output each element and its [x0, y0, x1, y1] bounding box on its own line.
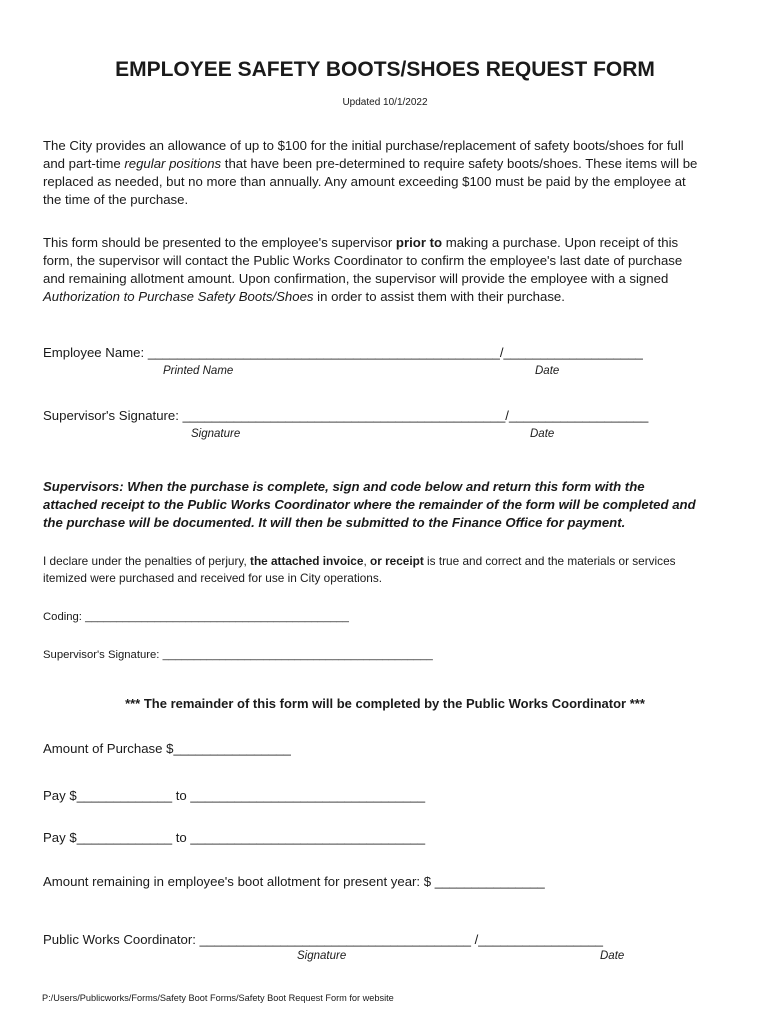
- declaration-emphasis: or receipt: [370, 554, 424, 568]
- date-caption: Date: [530, 428, 555, 440]
- form-title: EMPLOYEE SAFETY BOOTS/SHOES REQUEST FORM: [115, 58, 655, 81]
- updated-date: Updated 10/1/2022: [342, 97, 428, 108]
- printed-name-caption: Printed Name: [163, 365, 234, 377]
- declaration-text: is true and correct and the materials or services: [423, 554, 676, 568]
- instructions-text: in order to assist them with their purchase.: [313, 289, 565, 304]
- declaration-text: ,: [363, 554, 370, 568]
- intro-text: and part-time: [43, 156, 125, 171]
- instructions-emphasis: Authorization to Purchase Safety Boots/Shoes: [43, 289, 314, 304]
- date-caption: Date: [535, 365, 560, 377]
- intro-line: the time of the purchase.: [43, 192, 189, 207]
- pay-field-2[interactable]: Pay $_____________ to ________________________________: [43, 830, 426, 845]
- intro-paragraph: [43, 137, 743, 209]
- supervisors-line: Supervisors: When the purchase is complete, sign and code below and return this form with the: [43, 479, 645, 494]
- supervisor-signature-label: Supervisor's Signature:: [43, 408, 183, 423]
- employee-name-label: Employee Name:: [43, 345, 148, 360]
- instructions-text: This form should be presented to the employee's supervisor: [43, 235, 396, 250]
- coordinator-line[interactable]: _____________________________________ /_________________: [199, 932, 603, 947]
- supervisors-line: attached receipt to the Public Works Coordinator where the remainder of the form will be completed and: [43, 497, 696, 512]
- coding-field[interactable]: Coding: __________________________________________: [43, 611, 349, 623]
- perjury-declaration: [43, 553, 676, 587]
- employee-name-field[interactable]: [43, 345, 643, 360]
- amount-remaining-field[interactable]: Amount remaining in employee's boot allotment for present year: $ _______________: [43, 874, 545, 889]
- signature-caption: Signature: [191, 428, 241, 440]
- instructions-emphasis: prior to: [395, 235, 443, 250]
- intro-line: The City provides an allowance of up to $100 for the initial purchase/replacement of safety boots/shoes for full: [43, 138, 684, 153]
- declaration-emphasis: the attached invoice: [250, 554, 364, 568]
- instructions-line: and remaining allotment amount. Upon confirmation, the supervisor will provide the employee with a signed: [43, 271, 669, 286]
- date-caption: Date: [600, 950, 625, 962]
- instructions-text: making a purchase. Upon receipt of this: [442, 235, 679, 250]
- signature-caption: Signature: [297, 950, 347, 962]
- instructions-line: [43, 234, 743, 252]
- amount-of-purchase-field[interactable]: Amount of Purchase $________________: [43, 741, 291, 756]
- remainder-heading: *** The remainder of this form will be completed by the Public Works Coordinator ***: [125, 696, 645, 711]
- supervisors-line: the purchase will be documented. It will then be submitted to the Finance Office for payment.: [43, 515, 626, 530]
- declaration-line: [43, 553, 676, 570]
- intro-emphasis: regular positions: [124, 156, 222, 171]
- intro-text: that have been pre-determined to require safety boots/shoes. These items will be: [221, 156, 698, 171]
- declaration-text: I declare under the penalties of perjury,: [43, 554, 251, 568]
- instructions-line: form, the supervisor will contact the Public Works Coordinator to confirm the employee's last date of purchase: [43, 253, 683, 268]
- declaration-line: itemized were purchased and received for use in City operations.: [43, 571, 383, 585]
- supervisor-signature-coding-field[interactable]: Supervisor's Signature: ___________________________________________: [43, 649, 433, 661]
- file-path-footer: P:/Users/Publicworks/Forms/Safety Boot Forms/Safety Boot Request Form for website: [42, 993, 394, 1003]
- instructions-paragraph: [43, 234, 743, 306]
- coordinator-label: Public Works Coordinator:: [43, 932, 200, 947]
- instructions-line: [43, 288, 743, 306]
- supervisor-signature-field[interactable]: [43, 408, 648, 423]
- supervisor-signature-line[interactable]: ____________________________________________/___________________: [182, 408, 649, 423]
- intro-line: [43, 155, 743, 173]
- supervisors-instructions: [43, 478, 696, 532]
- intro-line: replaced as needed, but no more than annually. Any amount exceeding $100 must be paid by the employee at: [43, 174, 686, 189]
- pay-field-1[interactable]: Pay $_____________ to ________________________________: [43, 788, 426, 803]
- coordinator-signature-field[interactable]: [43, 932, 603, 947]
- employee-name-line[interactable]: ________________________________________________/___________________: [147, 345, 643, 360]
